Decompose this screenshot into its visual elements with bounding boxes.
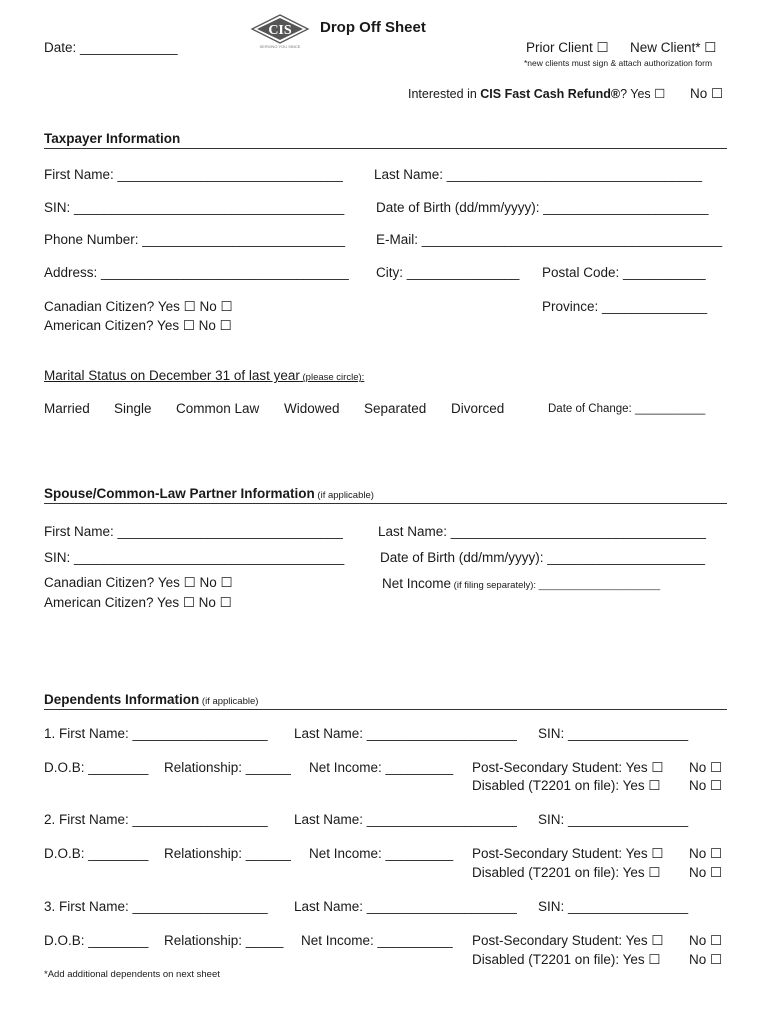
spouse-last-name-field[interactable]: Last Name: __________________________________ bbox=[378, 524, 707, 539]
taxpayer-rule bbox=[44, 148, 727, 149]
dependent-1-first-name-field[interactable]: 1. First Name: __________________ bbox=[44, 726, 268, 741]
dependent-1-sin-field[interactable]: SIN: ________________ bbox=[538, 726, 689, 741]
dependent-3-sin-field[interactable]: SIN: ________________ bbox=[538, 899, 689, 914]
taxpayer-email-field[interactable]: E-Mail: ________________________________________ bbox=[376, 232, 723, 247]
spouse-heading bbox=[44, 486, 374, 501]
taxpayer-province-field[interactable]: Province: ______________ bbox=[542, 299, 708, 314]
taxpayer-heading: Taxpayer Information bbox=[44, 131, 181, 146]
spouse-rule bbox=[44, 503, 727, 504]
taxpayer-phone-field[interactable]: Phone Number: ___________________________ bbox=[44, 232, 346, 247]
dependent-3-disabled-no[interactable]: No ☐ bbox=[689, 952, 723, 967]
dependent-1-student-yes[interactable]: Post-Secondary Student: Yes ☐ bbox=[472, 760, 664, 775]
dependent-2-last-name-field[interactable]: Last Name: ____________________ bbox=[294, 812, 517, 827]
cis-logo bbox=[250, 13, 310, 49]
dependent-3-disabled-yes[interactable]: Disabled (T2201 on file): Yes ☐ bbox=[472, 952, 661, 967]
dependent-1-disabled-yes[interactable]: Disabled (T2201 on file): Yes ☐ bbox=[472, 778, 661, 793]
spouse-net-income-label: Net Income bbox=[382, 576, 452, 591]
dependents-footnote: *Add additional dependents on next sheet bbox=[44, 969, 220, 980]
dependent-2-relationship-field[interactable]: Relationship: ______ bbox=[164, 846, 291, 861]
dependents-heading-title: Dependents Information bbox=[44, 692, 200, 707]
taxpayer-first-name-field[interactable]: First Name: ______________________________ bbox=[44, 167, 343, 182]
dependent-3-student-no[interactable]: No ☐ bbox=[689, 933, 723, 948]
taxpayer-canadian-citizen[interactable]: Canadian Citizen? Yes ☐ No ☐ bbox=[44, 299, 233, 314]
dependent-3-last-name-field[interactable]: Last Name: ____________________ bbox=[294, 899, 517, 914]
fast-cash-refund-question[interactable] bbox=[408, 86, 665, 101]
dependent-2-net-income-field[interactable]: Net Income: _________ bbox=[309, 846, 454, 861]
dependent-2-sin-field[interactable]: SIN: ________________ bbox=[538, 812, 689, 827]
dependent-3-relationship-field[interactable]: Relationship: _____ bbox=[164, 933, 284, 948]
dependent-2-disabled-yes[interactable]: Disabled (T2201 on file): Yes ☐ bbox=[472, 865, 661, 880]
spouse-canadian-citizen[interactable]: Canadian Citizen? Yes ☐ No ☐ bbox=[44, 575, 233, 590]
dependent-2-dob-field[interactable]: D.O.B: ________ bbox=[44, 846, 149, 861]
refund-bold: CIS Fast Cash Refund® bbox=[480, 87, 621, 101]
marital-option-divorced[interactable]: Divorced bbox=[451, 401, 505, 416]
spouse-heading-note: (if applicable) bbox=[314, 490, 374, 501]
spouse-sin-field[interactable]: SIN: ____________________________________ bbox=[44, 550, 345, 565]
dependent-2-student-yes[interactable]: Post-Secondary Student: Yes ☐ bbox=[472, 846, 664, 861]
refund-yes-checkbox[interactable]: ? Yes ☐ bbox=[620, 87, 666, 101]
new-client-note: *new clients must sign & attach authorization form bbox=[524, 58, 713, 68]
dependents-heading-note: (if applicable) bbox=[199, 696, 259, 707]
dependent-2-disabled-no[interactable]: No ☐ bbox=[689, 865, 723, 880]
document-title: Drop Off Sheet bbox=[320, 19, 426, 36]
taxpayer-dob-field[interactable]: Date of Birth (dd/mm/yyyy): ______________________ bbox=[376, 200, 709, 215]
dependent-1-disabled-no[interactable]: No ☐ bbox=[689, 778, 723, 793]
spouse-net-income-field[interactable] bbox=[382, 576, 660, 591]
logo-tagline: SERVING YOU SINCE bbox=[259, 44, 301, 49]
taxpayer-address-field[interactable]: Address: _________________________________ bbox=[44, 265, 349, 280]
taxpayer-postal-code-field[interactable]: Postal Code: ___________ bbox=[542, 265, 706, 280]
dependent-1-net-income-field[interactable]: Net Income: _________ bbox=[309, 760, 454, 775]
marital-status-note: (please circle): bbox=[299, 372, 365, 383]
refund-no-checkbox[interactable]: No ☐ bbox=[690, 86, 724, 101]
dependents-heading bbox=[44, 692, 258, 707]
marital-status-label bbox=[44, 368, 364, 383]
marital-option-married[interactable]: Married bbox=[44, 401, 90, 416]
dependent-3-first-name-field[interactable]: 3. First Name: __________________ bbox=[44, 899, 268, 914]
spouse-first-name-field[interactable]: First Name: ______________________________ bbox=[44, 524, 343, 539]
prior-client-checkbox[interactable]: Prior Client ☐ bbox=[526, 40, 609, 55]
dependent-1-dob-field[interactable]: D.O.B: ________ bbox=[44, 760, 149, 775]
dependent-1-relationship-field[interactable]: Relationship: ______ bbox=[164, 760, 291, 775]
marital-date-of-change-field[interactable]: Date of Change: ___________ bbox=[548, 403, 706, 415]
refund-prefix: Interested in bbox=[408, 87, 481, 101]
taxpayer-sin-field[interactable]: SIN: ____________________________________ bbox=[44, 200, 345, 215]
dependent-3-dob-field[interactable]: D.O.B: ________ bbox=[44, 933, 149, 948]
spouse-dob-field[interactable]: Date of Birth (dd/mm/yyyy): _____________________ bbox=[380, 550, 705, 565]
taxpayer-american-citizen[interactable]: American Citizen? Yes ☐ No ☐ bbox=[44, 318, 232, 333]
taxpayer-city-field[interactable]: City: _______________ bbox=[376, 265, 520, 280]
dependents-rule bbox=[44, 709, 727, 710]
marital-option-widowed[interactable]: Widowed bbox=[284, 401, 340, 416]
dependent-3-student-yes[interactable]: Post-Secondary Student: Yes ☐ bbox=[472, 933, 664, 948]
date-field[interactable]: Date: _____________ bbox=[44, 40, 178, 55]
marital-option-common-law[interactable]: Common Law bbox=[176, 401, 260, 416]
dependent-2-student-no[interactable]: No ☐ bbox=[689, 846, 723, 861]
spouse-american-citizen[interactable]: American Citizen? Yes ☐ No ☐ bbox=[44, 595, 232, 610]
dependent-2-first-name-field[interactable]: 2. First Name: __________________ bbox=[44, 812, 268, 827]
dependent-3-net-income-field[interactable]: Net Income: __________ bbox=[301, 933, 453, 948]
marital-option-single[interactable]: Single bbox=[114, 401, 152, 416]
spouse-net-income-note: (if filing separately): _______________________ bbox=[451, 580, 661, 591]
marital-status-title: Marital Status on December 31 of last year bbox=[44, 368, 300, 383]
spouse-heading-title: Spouse/Common-Law Partner Information bbox=[44, 486, 315, 501]
new-client-checkbox[interactable]: New Client* ☐ bbox=[630, 40, 717, 55]
taxpayer-last-name-field[interactable]: Last Name: __________________________________ bbox=[374, 167, 703, 182]
logo-text: CIS bbox=[268, 23, 292, 38]
dependent-1-student-no[interactable]: No ☐ bbox=[689, 760, 723, 775]
marital-option-separated[interactable]: Separated bbox=[364, 401, 427, 416]
dependent-1-last-name-field[interactable]: Last Name: ____________________ bbox=[294, 726, 517, 741]
